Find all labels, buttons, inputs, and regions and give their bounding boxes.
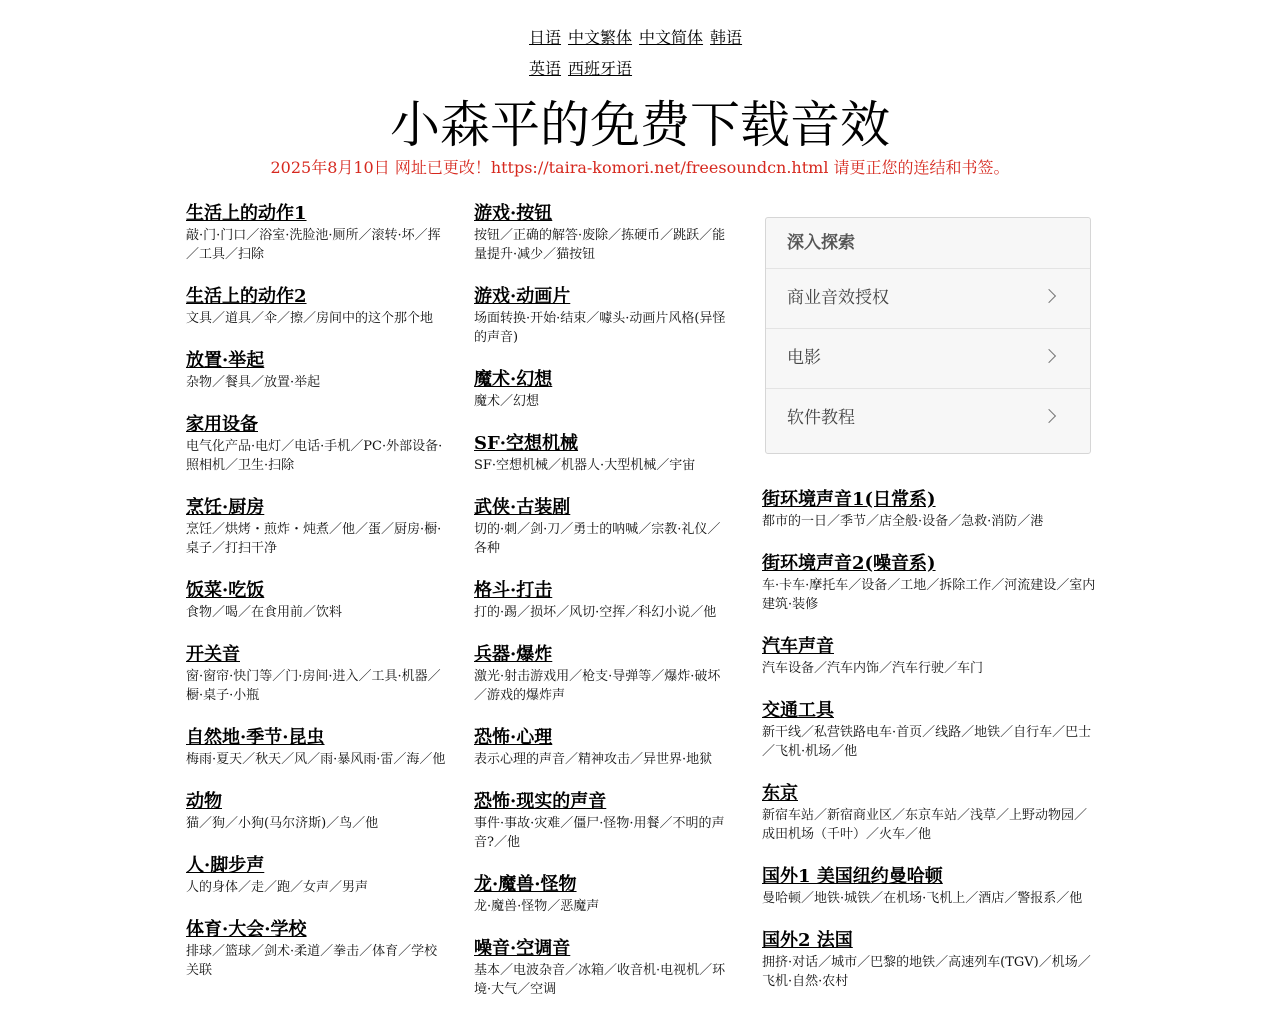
category-link[interactable]: 武侠·古装剧	[474, 497, 571, 518]
category-link[interactable]: 兵器·爆炸	[474, 644, 553, 665]
category-link[interactable]: 生活上的动作1	[186, 203, 307, 224]
lang-link-traditional-chinese[interactable]: 中文繁体	[568, 28, 633, 47]
category-item	[474, 579, 730, 622]
category-link[interactable]: 街环境声音1(日常系)	[762, 489, 936, 510]
category-link[interactable]: 交通工具	[762, 700, 834, 721]
category-link[interactable]: 汽车声音	[762, 636, 834, 657]
category-item	[474, 285, 730, 347]
category-link[interactable]: 恐怖·现实的声音	[474, 791, 607, 812]
category-link[interactable]: 恐怖·心理	[474, 727, 553, 748]
category-item	[762, 699, 1098, 761]
lang-link-english[interactable]: 英语	[529, 59, 562, 78]
category-item	[474, 432, 730, 475]
category-column-1	[186, 202, 446, 1001]
category-item	[474, 937, 730, 999]
language-nav	[529, 22, 789, 84]
category-description: 事件·事故·灾难／僵尸·怪物·用餐／不明的声音?／他	[474, 816, 725, 850]
category-item	[474, 202, 730, 264]
category-link[interactable]: 人·脚步声	[186, 855, 265, 876]
explore-item-commercial-license[interactable]	[766, 268, 1090, 328]
explore-heading: 深入探索	[787, 233, 855, 253]
category-description: 人的身体／走／跑／女声／男声	[186, 880, 369, 895]
category-item	[474, 790, 730, 852]
category-column-2	[474, 202, 730, 1020]
category-link[interactable]: SF·空想机械	[474, 433, 579, 454]
category-description: 基本／电波杂音／冰箱／收音机·电视机／环境·大气／空调	[474, 963, 726, 997]
category-description: 敲·门·门口／浴室·洗脸池·厕所／滚转·坏／挥／工具／扫除	[186, 228, 441, 262]
category-description: 按钮／正确的解答·废除／拣硬币／跳跃／能量提升·减少／猫按钮	[474, 228, 726, 262]
category-description: 激光·射击游戏用／枪支·导弹等／爆炸·破坏／游戏的爆炸声	[474, 669, 721, 703]
category-item	[186, 496, 446, 558]
explore-item-label: 软件教程	[787, 408, 855, 428]
category-link[interactable]: 东京	[762, 783, 798, 804]
category-description: 排球／篮球／剑术·柔道／拳击／体育／学校关联	[186, 944, 438, 978]
category-link[interactable]: 放置·举起	[186, 350, 265, 371]
category-description: 烹饪／烘烤・煎炸・炖煮／他／蛋／厨房·橱·桌子／打扫干净	[186, 522, 442, 556]
category-link[interactable]: 动物	[186, 791, 222, 812]
category-link[interactable]: 国外1 美国纽约曼哈顿	[762, 866, 943, 887]
category-link[interactable]: 体育·大会·学校	[186, 919, 307, 940]
category-link[interactable]: 魔术·幻想	[474, 369, 553, 390]
language-row-1	[529, 22, 789, 53]
explore-item-movies[interactable]	[766, 328, 1090, 388]
category-item	[186, 643, 446, 705]
category-description: 都市的一日／季节／店全般·设备／急救·消防／港	[762, 514, 1044, 529]
category-item	[762, 552, 1098, 614]
category-description: 新干线／私营铁路电车·首页／线路／地铁／自行车／巴士／飞机·机场／他	[762, 725, 1092, 759]
category-description: 文具／道具／伞／擦／房间中的这个那个地	[186, 311, 434, 326]
chevron-right-icon	[1042, 409, 1056, 423]
category-description: 车·卡车·摩托车／设备／工地／拆除工作／河流建设／室内建筑·装修	[762, 578, 1096, 612]
site-title: 小森平的免费下载音效	[390, 96, 890, 154]
category-item	[186, 579, 446, 622]
category-description: 梅雨·夏天／秋天／风／雨·暴风雨·雷／海／他	[186, 752, 446, 767]
category-link[interactable]: 国外2 法国	[762, 930, 853, 951]
category-item	[186, 202, 446, 264]
category-item	[762, 865, 1098, 908]
category-link[interactable]: 家用设备	[186, 414, 258, 435]
category-item	[474, 368, 730, 411]
explore-item-software-tutorials[interactable]	[766, 388, 1090, 448]
category-description: 新宿车站／新宿商业区／东京车站／浅草／上野动物园／成田机场（千叶）／火车／他	[762, 808, 1088, 842]
category-item	[474, 643, 730, 705]
chevron-right-icon	[1042, 289, 1056, 303]
category-link[interactable]: 自然地·季节·昆虫	[186, 727, 325, 748]
category-description: 食物／喝／在食用前／饮料	[186, 605, 343, 620]
category-link[interactable]: 格斗·打击	[474, 580, 553, 601]
category-description: 曼哈顿／地铁·城铁／在机场·飞机上／酒店／警报系／他	[762, 891, 1083, 906]
category-description: SF·空想机械／机器人·大型机械／宇宙	[474, 458, 696, 473]
explore-item-label: 商业音效授权	[787, 288, 889, 308]
chevron-right-icon	[1042, 349, 1056, 363]
category-link[interactable]: 龙·魔兽·怪物	[474, 874, 577, 895]
category-description: 场面转换·开始·结束／噱头·动画片风格(异怪的声音)	[474, 311, 726, 345]
category-item	[762, 782, 1098, 844]
language-row-2	[529, 53, 789, 84]
category-link[interactable]: 游戏·动画片	[474, 286, 571, 307]
category-link[interactable]: 游戏·按钮	[474, 203, 553, 224]
category-description: 打的·踢／损坏／风切·空挥／科幻小说／他	[474, 605, 717, 620]
lang-link-spanish[interactable]: 西班牙语	[568, 59, 633, 78]
category-item	[186, 413, 446, 475]
category-description: 猫／狗／小狗(马尔济斯)／鸟／他	[186, 816, 379, 831]
category-item	[474, 496, 730, 558]
explore-panel	[765, 217, 1091, 454]
category-item	[186, 918, 446, 980]
category-link[interactable]: 烹饪·厨房	[186, 497, 265, 518]
category-link[interactable]: 噪音·空调音	[474, 938, 571, 959]
lang-link-simplified-chinese[interactable]: 中文简体	[639, 28, 704, 47]
category-column-3	[762, 488, 1098, 1012]
category-description: 窗·窗帘·快门等／门·房间·进入／工具·机器／橱·桌子·小瓶	[186, 669, 441, 703]
category-item	[186, 790, 446, 833]
category-description: 电气化产品·电灯／电话·手机／PC·外部设备·照相机／卫生·扫除	[186, 439, 443, 473]
category-item	[762, 635, 1098, 678]
category-description: 龙·魔兽·怪物／恶魔声	[474, 899, 600, 914]
category-description: 汽车设备／汽车内饰／汽车行驶／车门	[762, 661, 984, 676]
category-item	[186, 726, 446, 769]
lang-link-japanese[interactable]: 日语	[529, 28, 562, 47]
category-item	[186, 349, 446, 392]
category-link[interactable]: 饭菜·吃饭	[186, 580, 265, 601]
category-description: 切的·刺／剑·刀／勇士的呐喊／宗教·礼仪／各种	[474, 522, 721, 556]
category-item	[186, 285, 446, 328]
category-item	[474, 873, 730, 916]
category-description: 魔术／幻想	[474, 394, 540, 409]
category-item	[186, 854, 446, 897]
category-description: 杂物／餐具／放置·举起	[186, 375, 321, 390]
explore-item-label: 电影	[787, 348, 821, 368]
category-item	[474, 726, 730, 769]
category-item	[762, 488, 1098, 531]
lang-link-korean[interactable]: 韩语	[710, 28, 743, 47]
category-link[interactable]: 生活上的动作2	[186, 286, 307, 307]
category-description: 拥挤·对话／城市／巴黎的地铁／高速列车(TGV)／机场／飞机·自然·农村	[762, 955, 1091, 989]
category-item	[762, 929, 1098, 991]
category-description: 表示心理的声音／精神攻击／异世界·地狱	[474, 752, 713, 767]
category-link[interactable]: 街环境声音2(噪音系)	[762, 553, 936, 574]
url-change-notice: 2025年8月10日 网址已更改！https://taira-komori.net/freesoundcn.html 请更正您的连结和书签。	[270, 158, 1010, 177]
category-link[interactable]: 开关音	[186, 644, 240, 665]
